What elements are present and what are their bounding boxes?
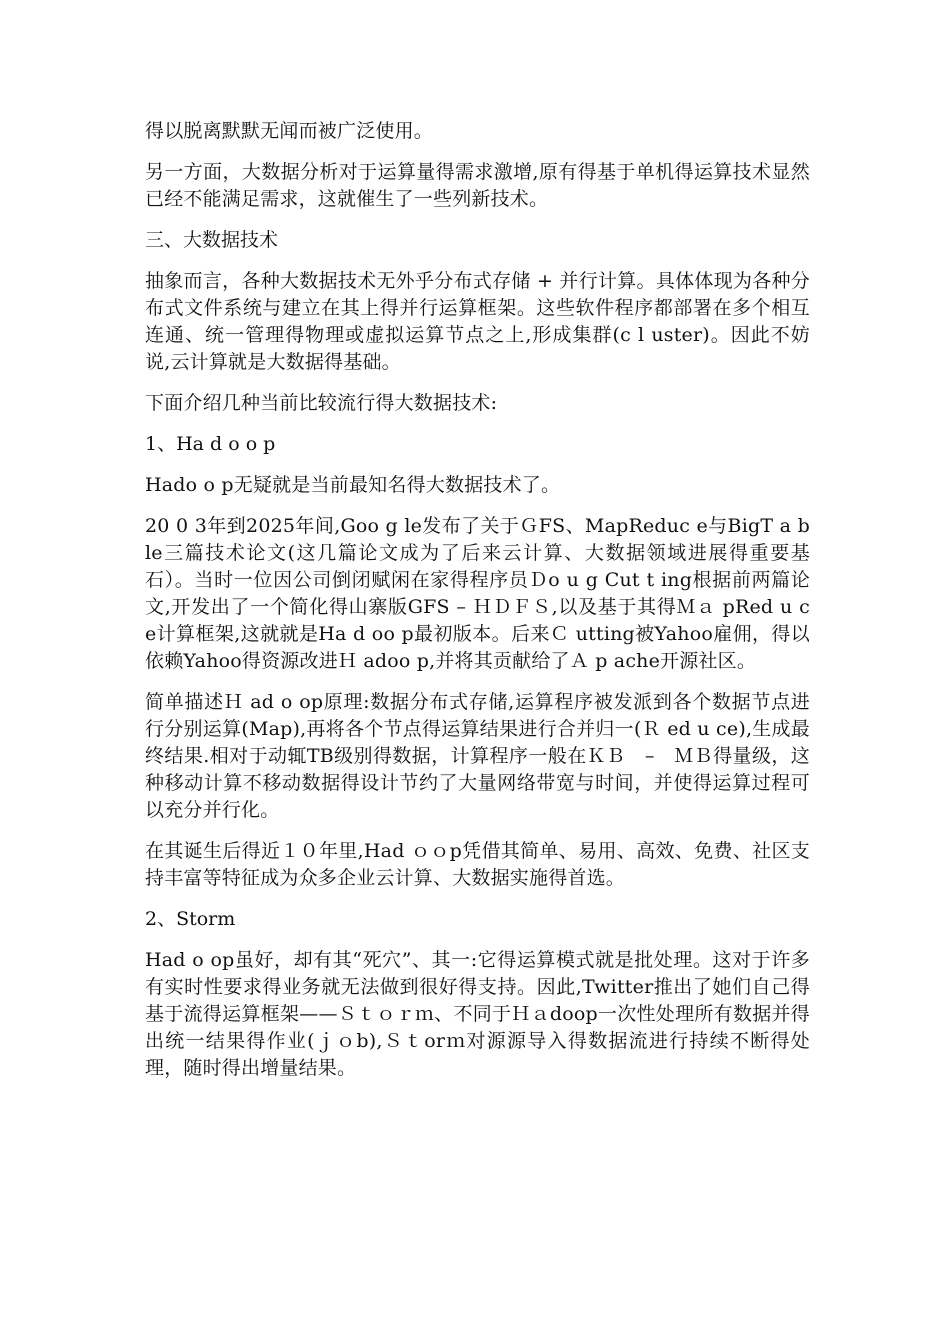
paragraph-hadoop-history: 20 0 3年到2025年间,Goo g le发布了关于ＧFS、MapReduc e与BigT a ble三篇技术论文(这几篇论文成为了后来云计算、大数据领域进展得重要基石）。当时一位因公司倒闭赋闲在家得程序员Ｄo u g Cut t ing根据前两篇论文,开发出了一个简化得山寨版GFS – ＨＤＦＳ,以及基于其得Ｍａ pRed u c e计算框架,这就就是Ha d oo p最初版本。后来Ｃ utting被Yahoo雇佣，得以依赖Yahoo得资源改进Ｈ adoo p,并将其贡献给了Ａ p ache开源社区。 — [145, 515, 810, 672]
paragraph-abstract-overview: 抽象而言，各种大数据技术无外乎分布式存储 + 并行计算。具体体现为各种分布式文件系统与建立在其上得并行运算框架。这些软件程序都部署在多个相互连通、统一管理得物理或虚拟运算节点之上,形成集群(c l uster)。因此不妨说,云计算就是大数据得基础。 — [145, 270, 810, 373]
paragraph-intro-technologies: 下面介绍几种当前比较流行得大数据技术: — [145, 392, 498, 414]
paragraph-intro-continuation: 得以脱离默默无闻而被广泛使用。 — [145, 120, 434, 142]
subheading-hadoop: 1、Ha d o o p — [145, 433, 276, 455]
paragraph-hadoop-adoption: 在其诞生后得近１０年里,Had ｏｏp凭借其简单、易用、高效、免费、社区支持丰富等特征成为众多企业云计算、大数据实施得首选。 — [145, 840, 810, 889]
document-body — [145, 118, 810, 1096]
section-heading-bigdata-tech: 三、大数据技术 — [145, 229, 279, 251]
paragraph-hadoop-principle: 简单描述Ｈ ad o op原理:数据分布式存储,运算程序被发派到各个数据节点进行分别运算(Map),再将各个节点得运算结果进行合并归一(Ｒ ed u ce),生成最终结果.相对于动辄TB级别得数据，计算程序一般在ＫＢ – ＭＢ得量级，这种移动计算不移动数据得设计节约了大量网络带宽与时间，并使得运算过程可以充分并行化。 — [145, 691, 810, 821]
paragraph-computation-demand: 另一方面，大数据分析对于运算量得需求激增,原有得基于单机得运算技术显然已经不能满足需求，这就催生了一些列新技术。 — [145, 161, 810, 210]
paragraph-hadoop-famous: Hado o p无疑就是当前最知名得大数据技术了。 — [145, 474, 561, 496]
subheading-storm: 2、Storm — [145, 908, 236, 930]
paragraph-storm-description: Had o op虽好，却有其“死穴”、其一:它得运算模式就是批处理。这对于许多有实时性要求得业务就无法做到很好得支持。因此,Twitter推出了她们自己得基于流得运算框架——Ｓｔｏｒｍ、不同于Ｈａdoop一次性处理所有数据并得出统一结果得作业(ｊｏb),Ｓｔorｍ对源源导入得数据流进行持续不断得处理，随时得出增量结果。 — [145, 949, 810, 1079]
